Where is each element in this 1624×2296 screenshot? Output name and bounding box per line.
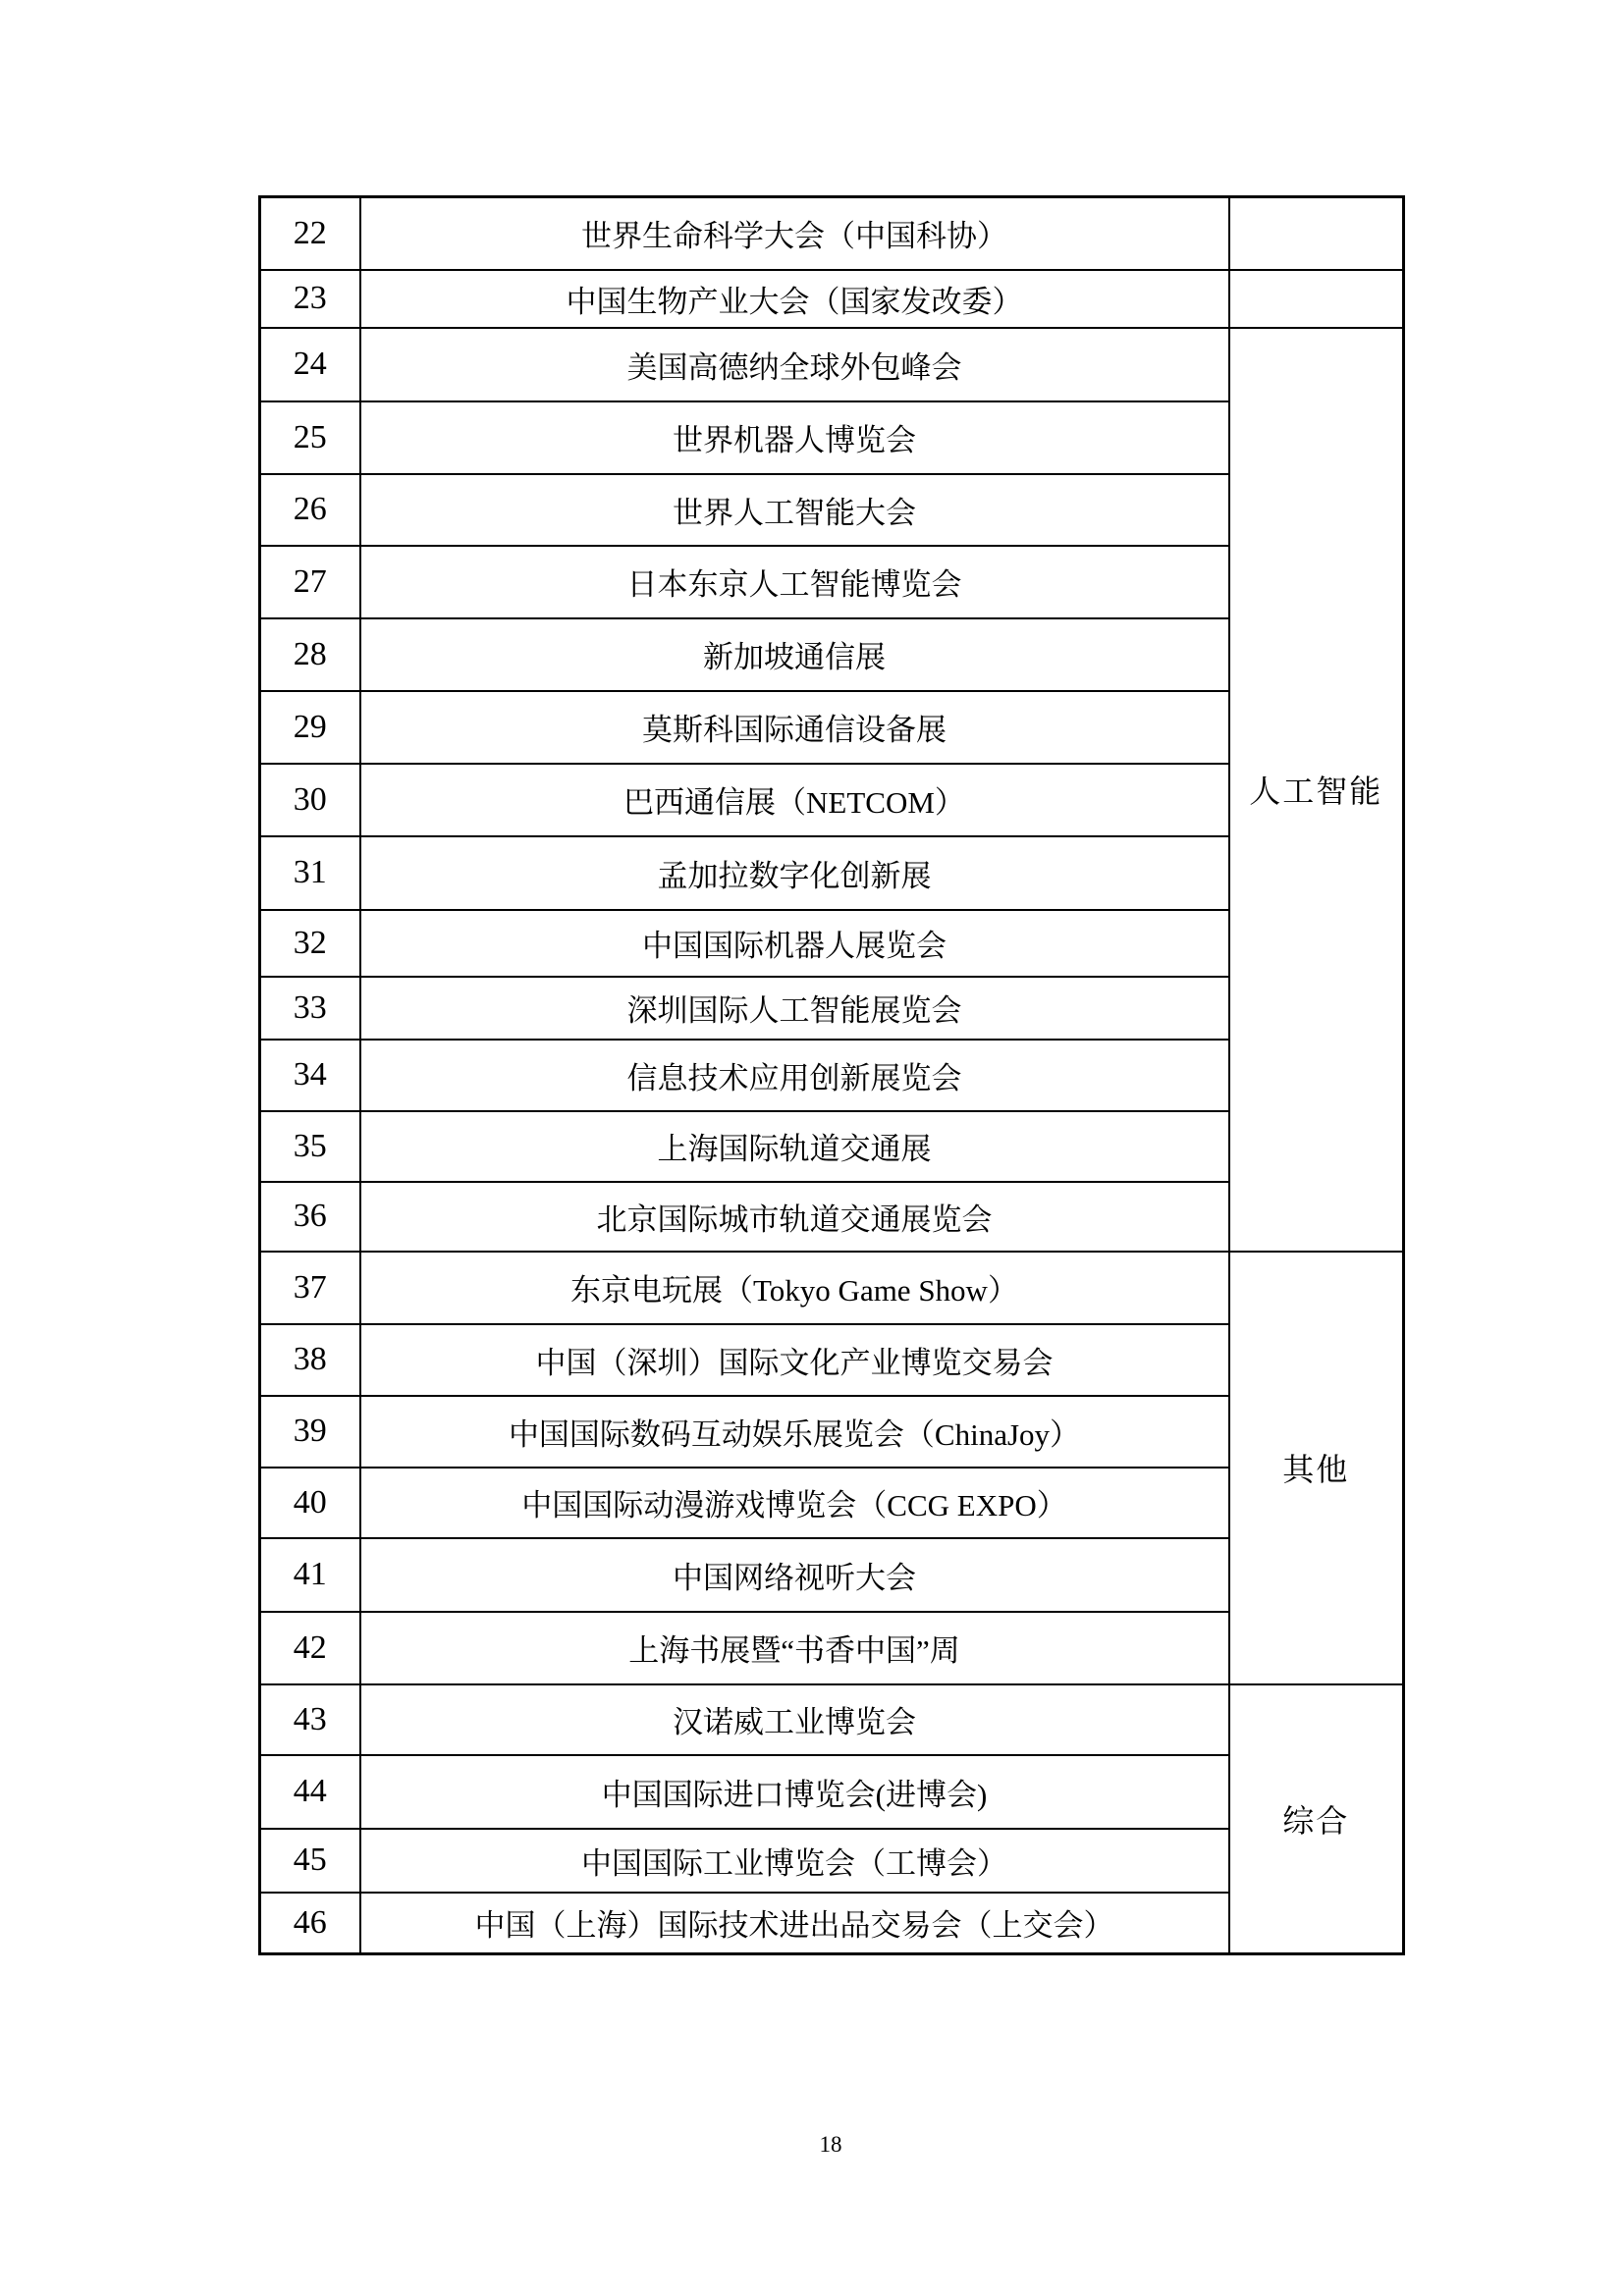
row-number: 30 xyxy=(260,764,360,836)
event-name: 世界机器人博览会 xyxy=(360,401,1229,474)
event-name: 汉诺威工业博览会 xyxy=(360,1684,1229,1755)
row-number: 35 xyxy=(260,1111,360,1182)
event-name: 日本东京人工智能博览会 xyxy=(360,546,1229,618)
row-number: 25 xyxy=(260,401,360,474)
row-number: 22 xyxy=(260,197,360,270)
row-number: 24 xyxy=(260,328,360,401)
row-number: 28 xyxy=(260,618,360,691)
row-number: 33 xyxy=(260,977,360,1040)
table-row xyxy=(260,197,1404,270)
event-name: 上海国际轨道交通展 xyxy=(360,1111,1229,1182)
row-number: 23 xyxy=(260,270,360,328)
page-number-value: 18 xyxy=(819,2132,842,2157)
event-name: 中国国际进口博览会(进博会) xyxy=(360,1755,1229,1829)
event-name: 东京电玩展（Tokyo Game Show） xyxy=(360,1252,1229,1324)
event-name: 北京国际城市轨道交通展览会 xyxy=(360,1182,1229,1252)
event-name: 中国网络视听大会 xyxy=(360,1538,1229,1612)
row-number: 42 xyxy=(260,1612,360,1684)
row-number: 40 xyxy=(260,1468,360,1538)
event-name: 中国国际动漫游戏博览会（CCG EXPO） xyxy=(360,1468,1229,1538)
row-number: 31 xyxy=(260,836,360,910)
page-number xyxy=(0,2132,1624,2158)
row-number: 34 xyxy=(260,1040,360,1111)
table-row xyxy=(260,328,1404,401)
event-name: 美国高德纳全球外包峰会 xyxy=(360,328,1229,401)
event-name: 孟加拉数字化创新展 xyxy=(360,836,1229,910)
event-name: 中国（深圳）国际文化产业博览交易会 xyxy=(360,1324,1229,1396)
event-name: 世界生命科学大会（中国科协） xyxy=(360,197,1229,270)
exhibition-table xyxy=(258,195,1405,1955)
row-number: 45 xyxy=(260,1829,360,1893)
event-name: 中国（上海）国际技术进出品交易会（上交会） xyxy=(360,1893,1229,1954)
category-cell: 综合 xyxy=(1229,1684,1404,1954)
row-number: 26 xyxy=(260,474,360,546)
event-name: 中国国际工业博览会（工博会） xyxy=(360,1829,1229,1893)
table-row xyxy=(260,1252,1404,1324)
row-number: 39 xyxy=(260,1396,360,1468)
exhibition-table-body xyxy=(260,197,1404,1954)
category-cell xyxy=(1229,270,1404,328)
event-name: 中国国际数码互动娱乐展览会（ChinaJoy） xyxy=(360,1396,1229,1468)
row-number: 37 xyxy=(260,1252,360,1324)
row-number: 27 xyxy=(260,546,360,618)
table-row xyxy=(260,270,1404,328)
event-name: 深圳国际人工智能展览会 xyxy=(360,977,1229,1040)
category-cell: 人工智能 xyxy=(1229,328,1404,1252)
row-number: 36 xyxy=(260,1182,360,1252)
event-name: 世界人工智能大会 xyxy=(360,474,1229,546)
event-name: 中国生物产业大会（国家发改委） xyxy=(360,270,1229,328)
category-cell: 其他 xyxy=(1229,1252,1404,1684)
row-number: 32 xyxy=(260,910,360,977)
event-name: 新加坡通信展 xyxy=(360,618,1229,691)
row-number: 44 xyxy=(260,1755,360,1829)
event-name: 巴西通信展（NETCOM） xyxy=(360,764,1229,836)
event-name: 莫斯科国际通信设备展 xyxy=(360,691,1229,764)
event-name: 中国国际机器人展览会 xyxy=(360,910,1229,977)
row-number: 29 xyxy=(260,691,360,764)
category-cell xyxy=(1229,197,1404,270)
row-number: 41 xyxy=(260,1538,360,1612)
row-number: 46 xyxy=(260,1893,360,1954)
event-name: 上海书展暨“书香中国”周 xyxy=(360,1612,1229,1684)
row-number: 38 xyxy=(260,1324,360,1396)
row-number: 43 xyxy=(260,1684,360,1755)
table-row xyxy=(260,1684,1404,1755)
event-name: 信息技术应用创新展览会 xyxy=(360,1040,1229,1111)
